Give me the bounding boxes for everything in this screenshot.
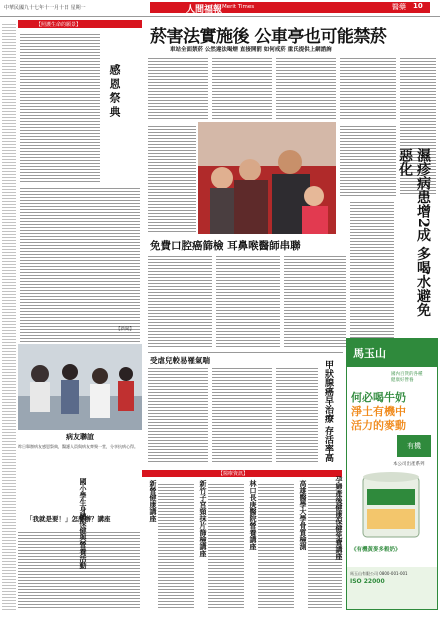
second-headline: 免費口腔癌篩檢 耳鼻喉醫師串聯 [150, 240, 301, 252]
second-body-2 [216, 254, 280, 348]
left-text-a [20, 32, 100, 182]
left-gutter [2, 22, 16, 612]
bottom-col4-body [258, 482, 294, 610]
main-body-1 [148, 56, 208, 120]
ad-main-2: 淨土有機中 [351, 405, 406, 418]
product-can-icon [359, 471, 423, 541]
second-body-3 [284, 254, 346, 348]
caption-title: 病友聯誼 [66, 432, 94, 441]
second-body-1 [148, 254, 212, 348]
ad-footer [347, 567, 437, 609]
patients-photo-art [18, 344, 142, 430]
ad-main-3: 活力的麥動 [351, 419, 406, 432]
bottom-col2-headline: 新營健康講座 [149, 480, 158, 522]
middle-left-body-2 [212, 366, 272, 464]
left-header: 【照護生命的願景】 [36, 22, 82, 28]
date-line: 中華民國九十七年十一月十日 星期一 [4, 5, 86, 11]
ad-badge [397, 435, 431, 457]
bottom-section [18, 470, 343, 612]
family-photo-art [198, 122, 336, 234]
ad-store-line: 本公司出產系列 [393, 462, 425, 467]
page-number: 10 [413, 2, 423, 10]
bottom-quote: 「我就是要！」怎麼辦？講座 [26, 515, 111, 523]
masthead-rule [0, 16, 440, 17]
main-body-6 [340, 124, 396, 196]
left-column [18, 20, 142, 350]
family-photo [198, 122, 336, 234]
pull-quote [148, 124, 196, 234]
ad-contact: 馬玉山有限公司 0800-001-001 [350, 571, 408, 576]
caption-body: 昨日舉辦病友感恩祭典，醫護人員與病友齊聚一堂，分享抗病心得。 [18, 444, 138, 449]
main-subhead: 車站全面禁菸 公然違法喝煙 直接開罰 如何戒菸 重氏提供上網諮詢 [170, 47, 332, 53]
ad-bottom-tag: 《有機黃麥多穀奶》 [351, 547, 401, 553]
section-label: 醫藥 [392, 3, 406, 11]
right-headline: 濕疹病患增2成 多喝水避免惡化 [397, 148, 431, 317]
bottom-col4-headline: 林口長庚醫院營養講座 [249, 480, 258, 550]
ad-badge-text: 有機 [407, 442, 421, 450]
middle-right-headline: 甲狀腺癌早治療 存活率高 [323, 360, 333, 463]
left-caption [18, 432, 142, 466]
main-body-4 [340, 56, 396, 120]
right-body [350, 200, 394, 340]
ad-cert: ISO 22000 [350, 578, 385, 585]
bottom-col6-headline: 孕婦產後健康保健免費講座 [335, 476, 344, 560]
left-text-b [20, 186, 140, 346]
left-author-tag: 【新聞】 [116, 327, 134, 332]
ad-tagline-1: 國內百貨的各種 [391, 372, 423, 377]
middle-left-headline: 受虐兒較易罹氣喘 [150, 356, 210, 365]
ad-tagline-2: 健康好營養 [391, 378, 414, 383]
main-body-2 [212, 56, 272, 120]
patients-photo [18, 344, 142, 430]
ad-brand: 馬玉山 [353, 347, 386, 360]
middle-left-body-1 [148, 366, 208, 464]
middle-right-body [276, 366, 318, 464]
ad-main-1: 何必喝牛奶 [351, 391, 406, 404]
left-title: 感恩祭典 [108, 64, 121, 120]
paper-en: Merit Times [222, 4, 255, 10]
bottom-col2-body [158, 482, 194, 610]
bottom-col3-body [208, 482, 244, 610]
main-body-3 [276, 56, 336, 120]
middle-rule [148, 352, 343, 353]
bottom-col1-headline: 國小學生身體保健與營養活動 [79, 478, 88, 569]
bottom-box-title: 【醫療資訊】 [218, 471, 249, 477]
paper-name: 人間福報 [186, 5, 223, 15]
bottom-col3-headline: 新竹子宮頸抹片篩檢講座 [199, 480, 208, 557]
ad-box[interactable] [346, 338, 438, 610]
bottom-col5-headline: 高雄醫學大學骨質檢測 [299, 480, 308, 550]
main-headline: 菸害法實施後 公車亭也可能禁菸 [150, 27, 387, 47]
